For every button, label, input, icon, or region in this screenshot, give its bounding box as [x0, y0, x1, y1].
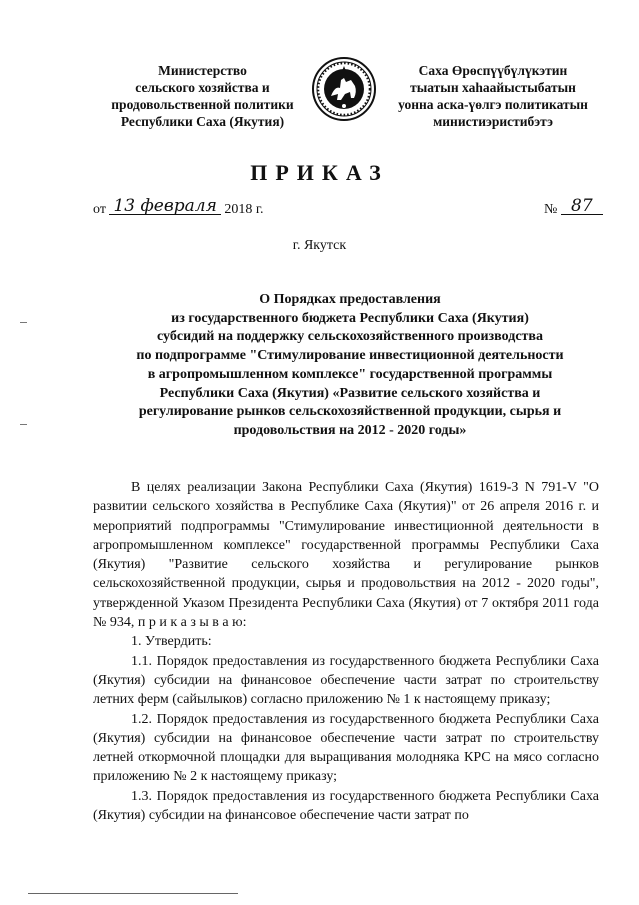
ministry-name-russian [95, 62, 310, 130]
subject-line: субсидий на поддержку сельскохозяйственного производства [157, 329, 543, 345]
coat-of-arms-emblem [311, 56, 377, 122]
date-prefix: от [93, 202, 106, 217]
ministry-name-line: Республики Саха (Якутия) [120, 114, 285, 129]
ministry-name-line: уонна аска-үөлгэ политикатын [398, 97, 588, 112]
ministry-name-line: тыатын хаһаайыстыбатын [410, 80, 576, 95]
ministry-name-line: сельского хозяйства и [135, 80, 270, 95]
order-subject [100, 291, 600, 441]
order-date [93, 196, 264, 218]
subject-line: продовольствия на 2012 - 2020 годы» [233, 422, 467, 438]
ministry-name-line: Министерство [158, 63, 247, 78]
order-body [93, 478, 599, 825]
handwritten-date: 13 февраля [109, 198, 220, 215]
ministry-name-line: министиэристибэтэ [433, 114, 553, 129]
clause-1-2: 1.2. Порядок предоставления из государственного бюджета Республики Саха (Якутия) субсидии на финансовое обеспечение части затрат по строительству летней откормочной площадки для выращивания молодняка КРС на мясо согласно приложению № 2 к настоящему приказу; [93, 711, 599, 785]
scan-margin-mark [20, 424, 27, 425]
ministry-name-yakut [378, 62, 608, 130]
clause-1-3: 1.3. Порядок предоставления из государственного бюджета Республики Саха (Якутия) субсидии на финансовое обеспечение части затрат по [93, 788, 599, 824]
date-year: 2018 г. [224, 202, 264, 217]
subject-line: регулирование рынков сельскохозяйственной продукции, сырья и [138, 404, 562, 420]
ministry-name-line: продовольственной политики [111, 97, 294, 112]
subject-line: О Порядках предоставления [259, 292, 441, 307]
clause-1-1: 1.1. Порядок предоставления из государственного бюджета Республики Саха (Якутия) субсидии на финансовое обеспечение части затрат по строительству летних ферм (сайылыков) согласно приложению № 1 к настоящему приказу; [93, 653, 599, 708]
subject-line: Республики Саха (Якутия) «Развитие сельского хозяйства и [159, 385, 541, 401]
subject-line: в агропромышленном комплексе" государственной программы [147, 366, 553, 382]
footer-rule [28, 893, 238, 894]
handwritten-number: 87 [561, 198, 603, 215]
subject-line: из государственного бюджета Республики Саха (Якутия) [171, 310, 529, 326]
subject-line: по подпрограмме "Стимулирование инвестиционной деятельности [136, 348, 564, 364]
document-title: ПРИКАЗ [250, 160, 389, 185]
clause-1: 1. Утвердить: [131, 634, 212, 650]
order-number [544, 196, 603, 218]
ministry-name-line: Саха Өрөспүүбүлүкэтин [418, 63, 568, 78]
number-prefix: № [544, 202, 558, 217]
intro-paragraph: В целях реализации Закона Республики Саха (Якутия) 1619-З N 791-V "О развитии сельского хозяйства в Республике Саха (Якутия)" от 26 апреля 2016 г. и мероприятий подпрограммы "Стимулирование инвестиционной деятельности в агропромышленном комплексе" государственной программы Республики Саха (Якутия) "Развитие сельского хозяйства и регулирование рынков сельскохозяйственной продукции, сырья и продовольствия на 2012 - 2020 годы", утвержденной Указом Президента Республики Саха (Якутия) от 7 октября 2011 года № 934, п р и к а з ы в а ю: [93, 480, 599, 631]
scan-margin-mark [20, 322, 27, 323]
city-name: г. Якутск [292, 238, 347, 253]
